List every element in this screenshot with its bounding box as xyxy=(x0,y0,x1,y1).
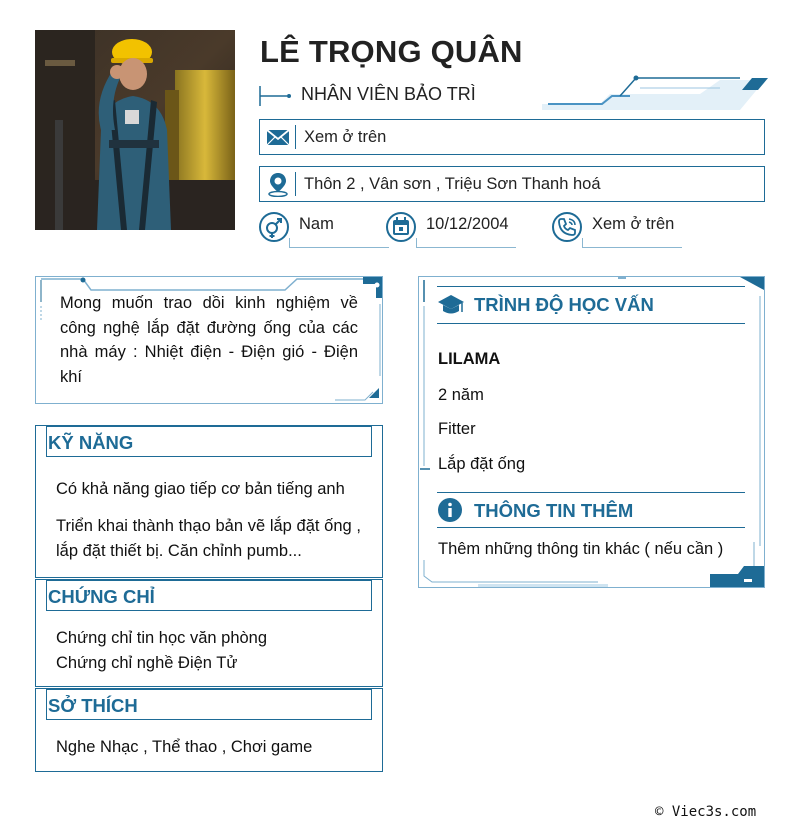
education-top-rule xyxy=(437,286,745,287)
education-detail: Lắp đặt ống xyxy=(438,455,526,473)
skills-heading: KỸ NĂNG xyxy=(48,432,134,453)
header-decoration xyxy=(540,74,770,114)
certificates-heading: CHỨNG CHỈ xyxy=(48,586,155,607)
email-row xyxy=(259,119,765,155)
map-pin-icon xyxy=(264,171,292,197)
skills-heading-box xyxy=(46,426,372,457)
address-row xyxy=(259,166,765,202)
candidate-name: LÊ TRỌNG QUÂN xyxy=(260,34,523,69)
extra-text: Thêm những thông tin khác ( nếu cần ) xyxy=(438,540,724,558)
study-duration: 2 năm xyxy=(438,386,484,404)
certificates-heading-box xyxy=(46,580,372,611)
envelope-icon xyxy=(264,124,292,150)
certificate-item: Chứng chỉ tin học văn phòng xyxy=(56,629,268,647)
title-connector-icon xyxy=(259,84,295,108)
job-title: NHÂN VIÊN BẢO TRÌ xyxy=(301,84,476,104)
career-objective: Mong muốn trao dồi kinh nghiệm về công nghệ lắp đặt đường ống của các nhà máy : Nhiệt điện - Điện gió - Điện khí xyxy=(60,294,358,386)
address-value: Thôn 2 , Vân sơn , Triệu Sơn Thanh hoá xyxy=(304,175,601,193)
birthday-value: 10/12/2004 xyxy=(426,215,509,233)
hobbies-text: Nghe Nhạc , Thể thao , Chơi game xyxy=(56,738,313,756)
extra-heading: THÔNG TIN THÊM xyxy=(474,500,634,521)
phone-value: Xem ở trên xyxy=(592,215,675,233)
skill-item: Có khả năng giao tiếp cơ bản tiếng anh xyxy=(56,480,345,498)
gender-value: Nam xyxy=(299,215,334,233)
graduation-cap-icon xyxy=(437,292,465,318)
gender-item xyxy=(259,212,399,252)
school-name: LILAMA xyxy=(438,350,501,368)
hobbies-heading: SỞ THÍCH xyxy=(48,695,138,716)
phone-icon xyxy=(554,214,580,240)
education-bottom-rule xyxy=(437,323,745,324)
copyright: © Viec3s.com xyxy=(655,804,757,820)
calendar-icon xyxy=(388,214,414,240)
certificate-item: Chứng chỉ nghề Điện Tử xyxy=(56,654,238,672)
gender-icon xyxy=(261,214,287,240)
hobbies-heading-box xyxy=(46,689,372,720)
education-heading: TRÌNH ĐỘ HỌC VẤN xyxy=(474,294,654,315)
info-icon xyxy=(437,497,463,523)
phone-item xyxy=(552,212,692,252)
extra-bottom-rule xyxy=(437,527,745,528)
skill-item: Triển khai thành thạo bản vẽ lắp đặt ống , lắp đặt thiết bị. Căn chỉnh pumb... xyxy=(56,517,361,560)
extra-top-rule xyxy=(437,492,745,493)
email-value: Xem ở trên xyxy=(304,128,387,146)
major: Fitter xyxy=(438,420,476,438)
birthday-item xyxy=(386,212,526,252)
profile-photo xyxy=(35,30,235,230)
